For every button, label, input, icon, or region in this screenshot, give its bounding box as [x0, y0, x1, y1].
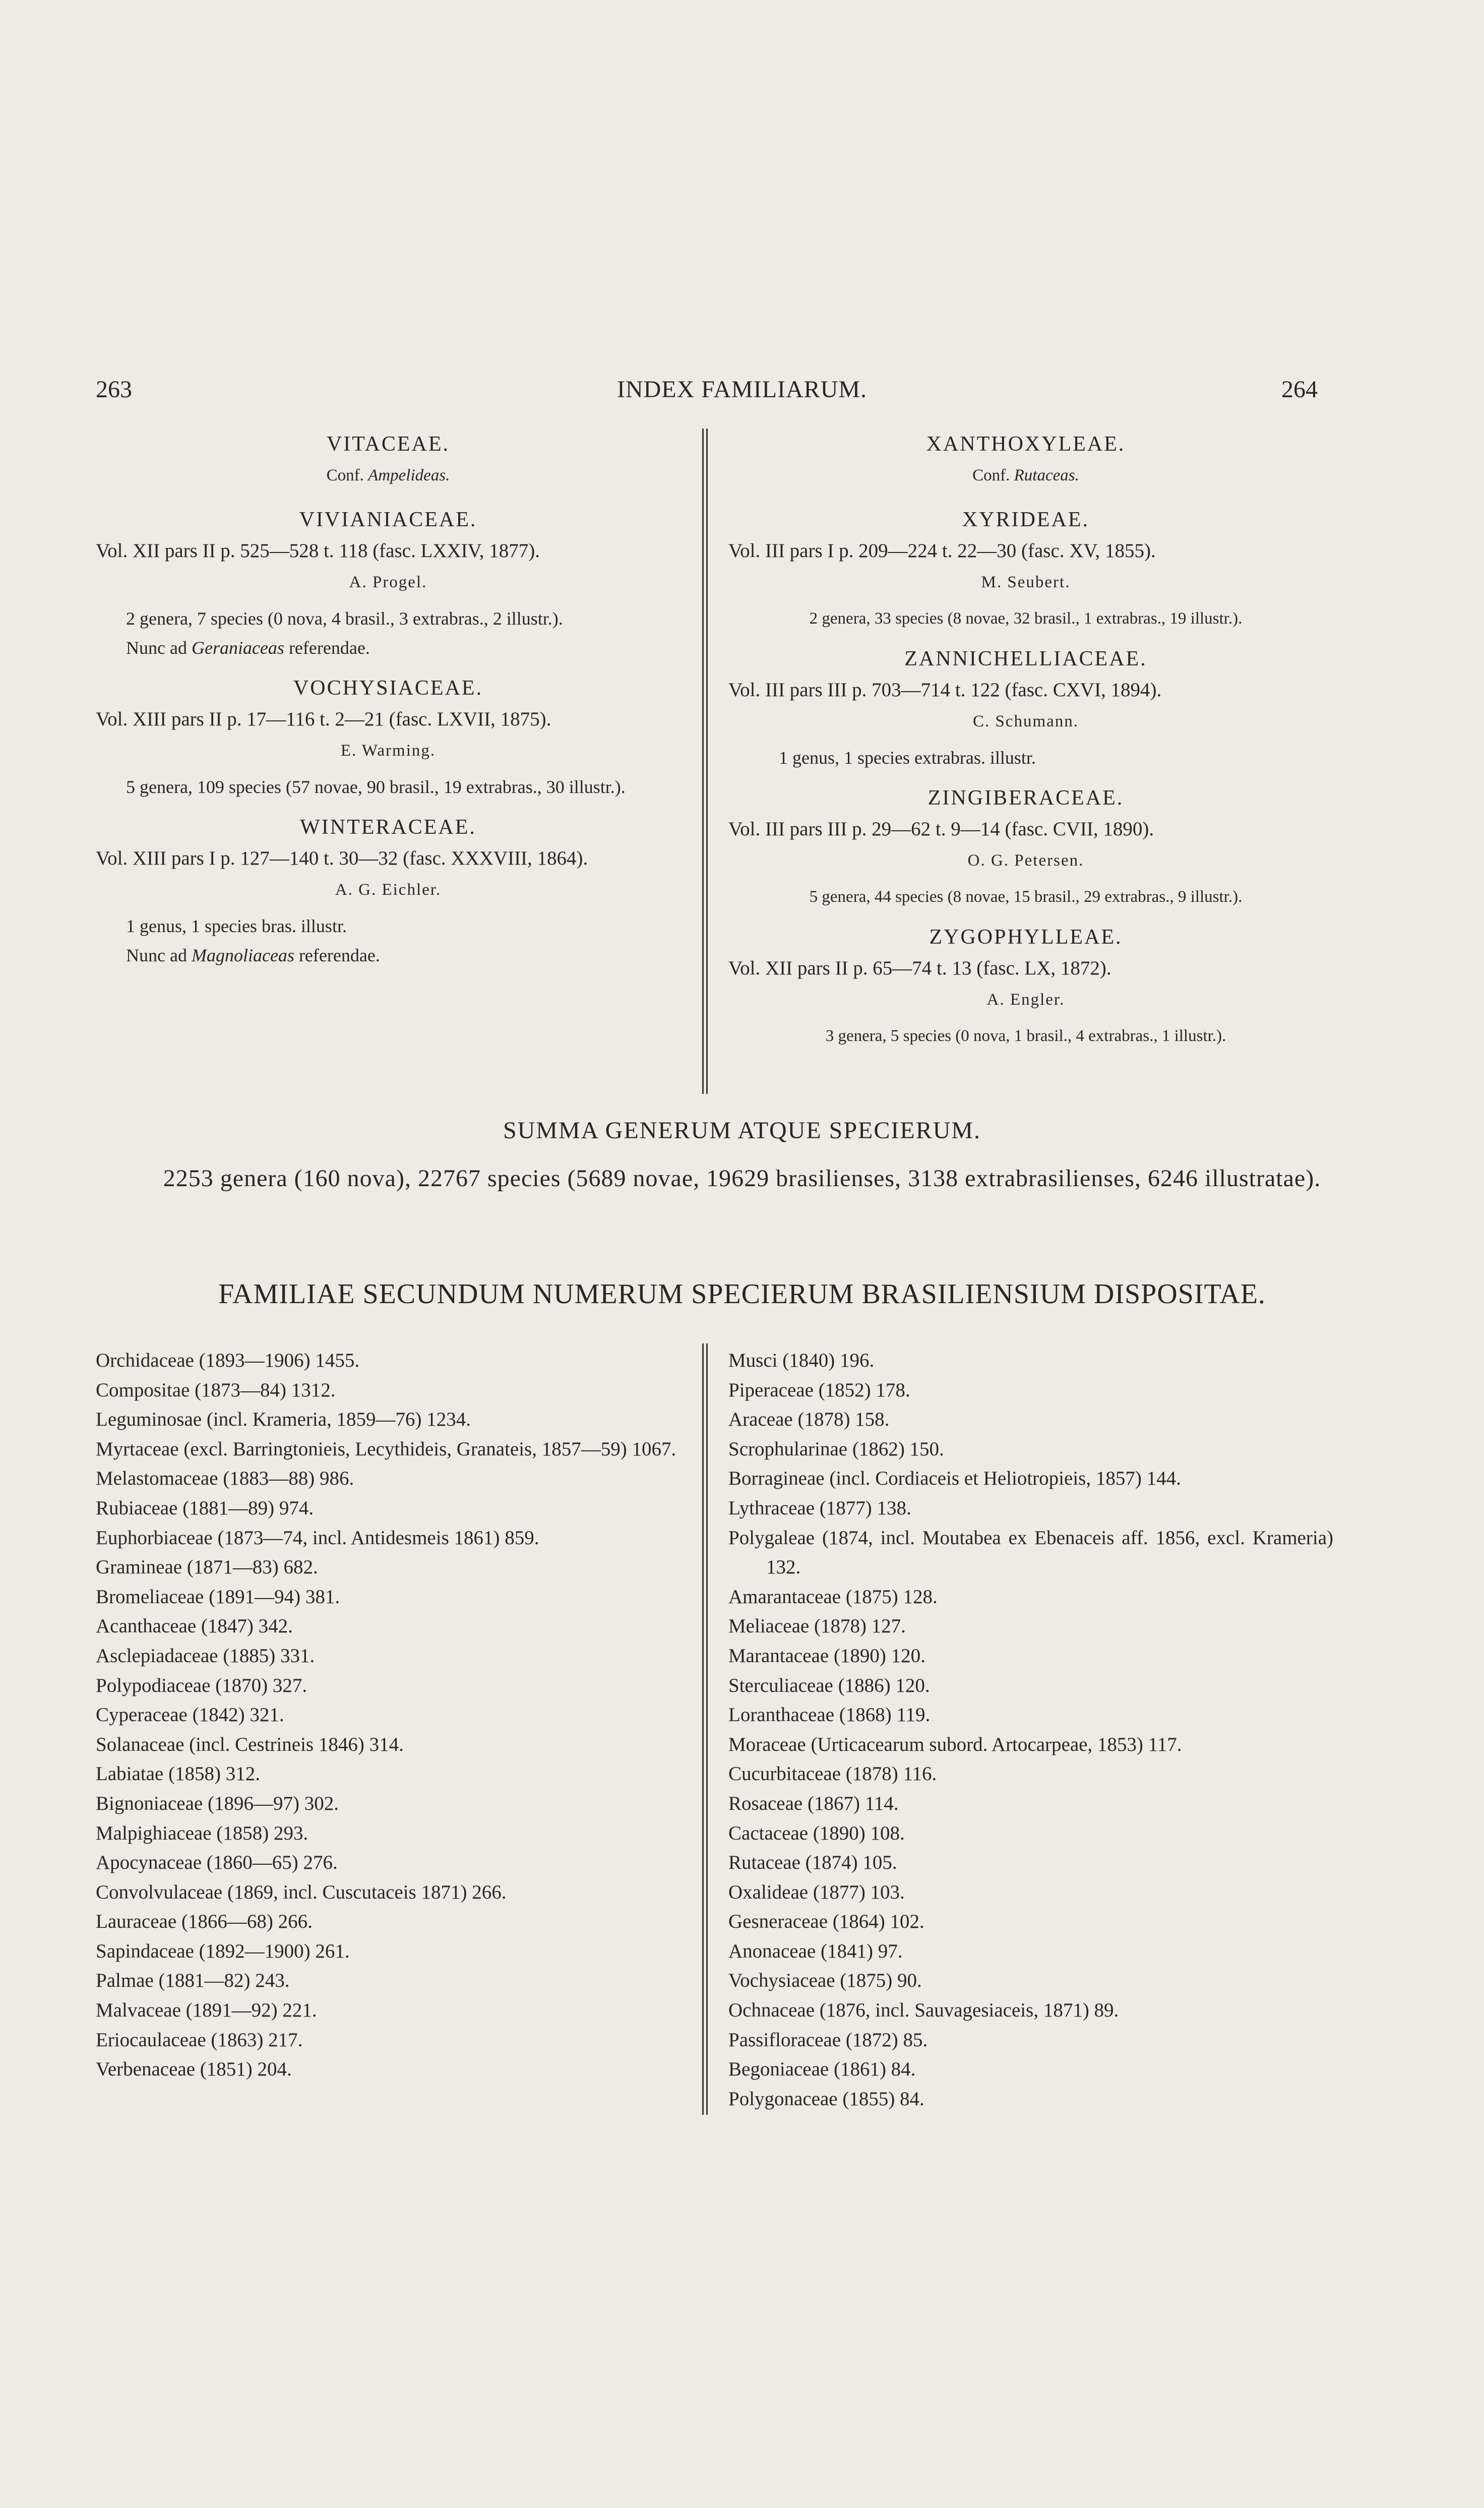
- family-name: ZYGOPHYLLEAE.: [929, 926, 1123, 949]
- statistics: 5 genera, 44 species (8 novae, 15 brasil., 29 extrabras., 9 illustr.).: [809, 888, 1243, 906]
- list-item: Gramineae (1871—83) 682.: [96, 1556, 318, 1578]
- volume-reference: Vol. III pars III p. 703—714 t. 122 (fasc. CXVI, 1894).: [728, 679, 1162, 701]
- list-item: Meliaceae (1878) 127.: [728, 1615, 906, 1637]
- list-item: Amarantaceae (1875) 128.: [728, 1585, 938, 1608]
- entry-zygophylleae: [728, 922, 1323, 1051]
- family-name: VIVIANIACEAE.: [299, 508, 477, 531]
- list-item: Labiatae (1858) 312.: [96, 1763, 260, 1785]
- author: O. G. Petersen.: [967, 851, 1084, 870]
- list-item: Verbenaceae (1851) 204.: [96, 2058, 292, 2081]
- family-name: VOCHYSIACEAE.: [293, 677, 483, 700]
- list-item: Passifloraceae (1872) 85.: [728, 2029, 928, 2051]
- list-item: Begoniaceae (1861) 84.: [728, 2058, 916, 2081]
- list-item: Rosaceae (1867) 114.: [728, 1792, 899, 1814]
- list-item: Sapindaceae (1892—1900) 261.: [96, 1940, 350, 1962]
- entry-winteraceae: [96, 812, 681, 970]
- family-name: XANTHOXYLEAE.: [926, 433, 1126, 456]
- volume-reference: Vol. III pars I p. 209—224 t. 22—30 (fasc. XV, 1855).: [728, 540, 1156, 562]
- note: Nunc ad Magnoliaceas referendae.: [126, 945, 380, 965]
- list-item: Cactaceae (1890) 108.: [728, 1822, 905, 1844]
- entry-zannichelliaceae: [728, 643, 1323, 772]
- author: M. Seubert.: [981, 573, 1071, 591]
- author: C. Schumann.: [972, 712, 1079, 730]
- column-divider-lower-2: [706, 1343, 708, 2115]
- statistics: 1 genus, 1 species bras. illustr.: [126, 916, 347, 936]
- statistics: 2 genera, 33 species (8 novae, 32 brasil., 1 extrabras., 19 illustr.).: [809, 609, 1243, 628]
- column-divider-upper: [702, 429, 704, 1094]
- family-name: ZINGIBERACEAE.: [928, 786, 1124, 810]
- list-item: Palmae (1881—82) 243.: [96, 1970, 290, 1992]
- list-item: Vochysiaceae (1875) 90.: [728, 1970, 922, 1992]
- summa-totals: 2253 genera (160 nova), 22767 species (5689 novae, 19629 brasilienses, 3138 extrabrasilienses, 6246 illustratae).: [163, 1165, 1321, 1192]
- entry-zingiberaceae: [728, 782, 1323, 911]
- list-item: Lythraceae (1877) 138.: [728, 1497, 911, 1519]
- list-item: Malpighiaceae (1858) 293.: [96, 1822, 308, 1844]
- list-item: Acanthaceae (1847) 342.: [96, 1615, 293, 1637]
- volume-reference: Vol. XIII pars II p. 17—116 t. 2—21 (fasc. LXVII, 1875).: [96, 708, 551, 730]
- statistics: 1 genus, 1 species extrabras. illustr.: [779, 748, 1036, 768]
- list-item: Araceae (1878) 158.: [728, 1409, 890, 1431]
- summa-title: SUMMA GENERUM ATQUE SPECIERUM.: [503, 1117, 981, 1144]
- right-column: [728, 429, 1323, 1051]
- family-name: XYRIDEAE.: [962, 508, 1090, 531]
- entry-viviania: [96, 504, 681, 662]
- author: A. Engler.: [986, 991, 1065, 1009]
- list-item: Polygaleae (1874, incl. Moutabea ex Ebenaceis aff. 1856, excl. Krameria) 132.: [728, 1526, 1333, 1578]
- list-item: Asclepiadaceae (1885) 331.: [96, 1644, 315, 1667]
- column-divider-lower: [702, 1343, 704, 2115]
- conf-reference: Conf. Ampelideas.: [326, 466, 450, 484]
- list-item: Leguminosae (incl. Krameria, 1859—76) 1234.: [96, 1409, 471, 1431]
- volume-reference: Vol. XIII pars I p. 127—140 t. 30—32 (fasc. XXXVIII, 1864).: [96, 847, 588, 869]
- note: Nunc ad Geraniaceas referendae.: [126, 638, 370, 658]
- list-item: Loranthaceae (1868) 119.: [728, 1704, 931, 1726]
- list-item: Moraceae (Urticacearum subord. Artocarpeae, 1853) 117.: [728, 1733, 1182, 1755]
- column-divider-upper-2: [706, 429, 708, 1094]
- page-number-left: 263: [96, 376, 132, 403]
- family-name: ZANNICHELLIACEAE.: [904, 647, 1147, 670]
- entry-vochysiaceae: [96, 672, 681, 802]
- author: A. G. Eichler.: [335, 881, 442, 899]
- entry-xanthoxyleae: [728, 429, 1323, 491]
- list-item: Sterculiaceae (1886) 120.: [728, 1674, 930, 1696]
- list-item: Oxalideae (1877) 103.: [728, 1881, 905, 1903]
- list-item: Cyperaceae (1842) 321.: [96, 1704, 284, 1726]
- list-item: Euphorbiaceae (1873—74, incl. Antidesmeis 1861) 859.: [96, 1526, 539, 1549]
- volume-reference: Vol. XII pars II p. 525—528 t. 118 (fasc. LXXIV, 1877).: [96, 540, 540, 562]
- list-item: Anonaceae (1841) 97.: [728, 1940, 903, 1962]
- familiae-title: FAMILIAE SECUNDUM NUMERUM SPECIERUM BRASILIENSIUM DISPOSITAE.: [218, 1278, 1266, 1310]
- statistics: 2 genera, 7 species (0 nova, 4 brasil., 3 extrabras., 2 illustr.).: [126, 608, 563, 629]
- author: E. Warming.: [340, 742, 436, 760]
- list-item: Compositae (1873—84) 1312.: [96, 1379, 336, 1401]
- list-item: Musci (1840) 196.: [728, 1350, 875, 1371]
- entry-xyrideae: [728, 504, 1323, 633]
- running-title: INDEX FAMILIARUM.: [616, 376, 868, 403]
- list-item: Polygonaceae (1855) 84.: [728, 2088, 924, 2110]
- list-item: Lauraceae (1866—68) 266.: [96, 1911, 313, 1933]
- list-item: Apocynaceae (1860—65) 276.: [96, 1852, 338, 1874]
- left-column: [96, 429, 681, 970]
- page-number-right: 264: [1281, 376, 1318, 403]
- list-item: Melastomaceae (1883—88) 986.: [96, 1467, 354, 1490]
- family-name: WINTERACEAE.: [300, 816, 476, 839]
- statistics: 3 genera, 5 species (0 nova, 1 brasil., 4 extrabras., 1 illustr.).: [825, 1027, 1226, 1045]
- list-item: Cucurbitaceae (1878) 116.: [728, 1763, 937, 1785]
- statistics: 5 genera, 109 species (57 novae, 90 brasil., 19 extrabras., 30 illustr.).: [126, 777, 626, 797]
- list-item: Orchidaceae (1893—1906) 1455.: [96, 1350, 360, 1371]
- author: A. Progel.: [349, 573, 427, 591]
- conf-reference: Conf. Rutaceas.: [972, 466, 1079, 484]
- list-item: Scrophularinae (1862) 150.: [728, 1438, 944, 1460]
- list-item: Myrtaceae (excl. Barringtonieis, Lecythideis, Granateis, 1857—59) 1067.: [96, 1438, 676, 1460]
- list-item: Solanaceae (incl. Cestrineis 1846) 314.: [96, 1733, 404, 1755]
- entry-vitaceae: [96, 429, 681, 491]
- familiae-list-left: [96, 1346, 686, 2085]
- list-item: Eriocaulaceae (1863) 217.: [96, 2029, 303, 2051]
- list-item: Rutaceae (1874) 105.: [728, 1852, 897, 1874]
- list-item: Bromeliaceae (1891—94) 381.: [96, 1585, 340, 1608]
- list-item: Gesneraceae (1864) 102.: [728, 1911, 924, 1933]
- list-item: Polypodiaceae (1870) 327.: [96, 1674, 307, 1696]
- list-item: Malvaceae (1891—92) 221.: [96, 1999, 317, 2022]
- list-item: Rubiaceae (1881—89) 974.: [96, 1497, 314, 1519]
- volume-reference: Vol. III pars III p. 29—62 t. 9—14 (fasc. CVII, 1890).: [728, 818, 1154, 840]
- list-item: Borragineae (incl. Cordiaceis et Heliotropieis, 1857) 144.: [728, 1467, 1181, 1490]
- familiae-list-right: [728, 1346, 1333, 2114]
- list-item: Piperaceae (1852) 178.: [728, 1379, 910, 1401]
- family-name: VITACEAE.: [326, 433, 450, 456]
- list-item: Bignoniaceae (1896—97) 302.: [96, 1792, 339, 1814]
- list-item: Marantaceae (1890) 120.: [728, 1644, 925, 1667]
- volume-reference: Vol. XII pars II p. 65—74 t. 13 (fasc. LX, 1872).: [728, 957, 1111, 979]
- list-item: Ochnaceae (1876, incl. Sauvagesiaceis, 1871) 89.: [728, 1999, 1119, 2022]
- list-item: Convolvulaceae (1869, incl. Cuscutaceis 1871) 266.: [96, 1881, 507, 1903]
